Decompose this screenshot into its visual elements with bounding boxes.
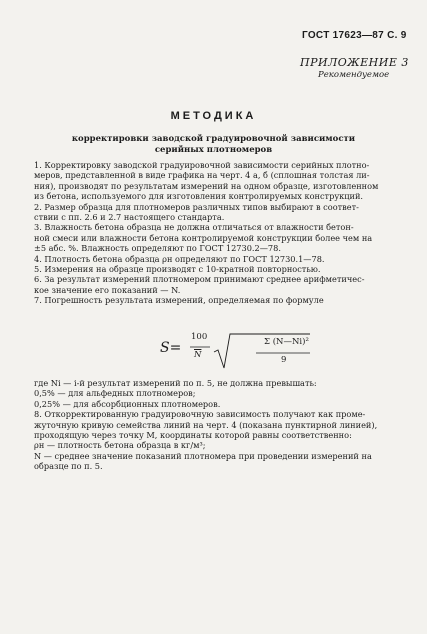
recommended-label: Рекомендуемое <box>318 70 390 80</box>
body-line: 4. Плотность бетона образца ρн определяют по ГОСТ 12730.1—78. <box>34 253 325 264</box>
body-line: жуточную кривую семейства линий на черт. 4 (показана пунктирной линией), <box>34 419 378 430</box>
formula-sum-numerator: Σ (N—Ni)² <box>264 337 309 347</box>
body-line: 1. Корректировку заводской градуировочной зависимости серийных плотно- <box>34 160 370 170</box>
formula-lhs: S= <box>160 340 182 356</box>
fraction-and-root-lines <box>160 330 320 370</box>
body-line: 6. За результат измерений плотномером принимают среднее арифметичес- <box>34 274 365 285</box>
body-line: 2. Размер образца для плотномеров различных типов выбирают в соответ- <box>34 201 359 212</box>
body-line: 8. Откорректированную градуировочную зависимость получают как проме- <box>34 409 366 420</box>
body-line: ρн — плотность бетона образца в кг/м³; <box>34 440 206 451</box>
formula-numerator: 100 <box>191 332 208 342</box>
error-formula <box>160 330 320 370</box>
body-line: ной смеси или влажности бетона контролируемой конструкции более чем на <box>34 232 373 243</box>
subtitle-line-2: серийных плотномеров <box>154 145 273 155</box>
body-line: 0,5% — для альфедных плотномеров; <box>34 388 196 399</box>
body-line: кое значение его показаний — N. <box>34 284 181 295</box>
subtitle-line-1: корректировки заводской градуировочной зависимости <box>71 134 356 144</box>
body-line: ния), производят по результатам измерений на одном образце, изготовленном <box>34 180 379 191</box>
body-line: меров, представленной в виде графика на черт. 4 а, б (сплошная толстая ли- <box>34 170 370 181</box>
body-text <box>34 160 404 305</box>
body-line: N — среднее значение показаний плотномера при проведении измерений на <box>34 450 372 461</box>
body-line: 3. Влажность бетона образца не должна отличаться от влажности бетон- <box>34 222 354 233</box>
body-line: ствии с пп. 2.6 и 2.7 настоящего стандарта. <box>34 211 225 222</box>
body-line: образце по п. 5. <box>34 461 103 472</box>
appendix-label: ПРИЛОЖЕНИЕ 3 <box>300 56 409 69</box>
body-text-continued <box>34 378 404 472</box>
formula-denominator: $\overline{N}$ <box>194 350 202 360</box>
body-line: 7. Погрешность результата измерений, определяемая по формуле <box>34 295 324 306</box>
body-line: ±5 абс. %. Влажность определяют по ГОСТ 12730.2—78. <box>34 243 281 254</box>
body-line: 5. Измерения на образце производят с 10-кратной повторностью. <box>34 263 321 274</box>
standard-header: ГОСТ 17623—87 С. 9 <box>302 30 407 41</box>
formula-sum-denominator: 9 <box>281 355 287 365</box>
document-title: МЕТОДИКА <box>170 110 257 122</box>
body-line: проходящую через точку M, координаты которой равны соответственно: <box>34 429 352 440</box>
body-line: 0,25% — для абсорбционных плотномеров. <box>34 398 221 409</box>
body-line: из бетона, используемого для изготовления контролируемых конструкций. <box>34 191 364 202</box>
body-line: где Ni — i-й результат измерений по п. 5, не должна превышать: <box>34 378 317 388</box>
